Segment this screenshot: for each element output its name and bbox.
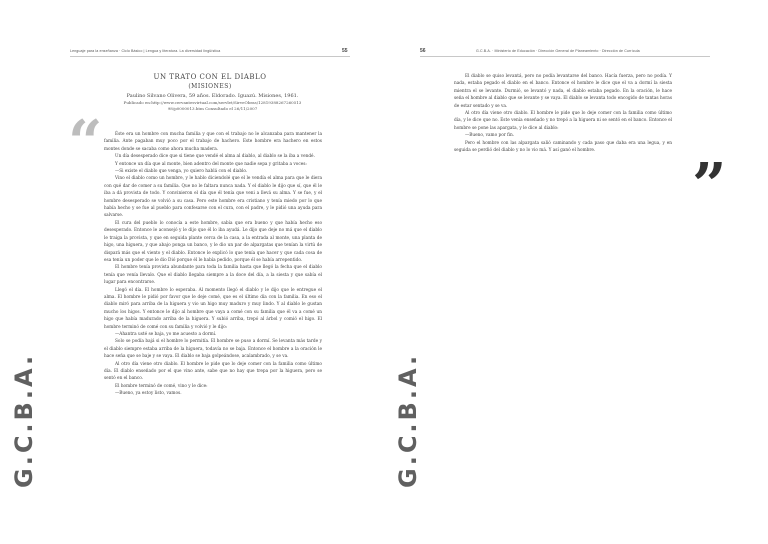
paragraph: Llegó el día. El hombre lo esperaba. Al momento llegó el diablo y le dijo que le entregue el alma. El hombre le pidió por favor que le deje comé, que es el último día con la familia. En eso el diablo miró para arriba de la higuera y vio un higo muy maduro y muy lindo. Y al diablo le gustan mucho los higos. Y entonce le dijo al hombre que vaya a comé con su familia que él va a comé un higo que había madurado arriba de la higuera. Y subió arriba, trepó al árbol y comió el higo. El hombre terminó de comé con su familia y volvió y le dijo:: [104, 287, 322, 330]
paragraph: Y entonce un día que al monte, bien adentro del monte que nadie sepa y gritaba a voces:: [115, 161, 307, 167]
story-body-left: [104, 131, 322, 398]
paragraph: Un día desesperado dice que si tiene que vendé el alma al diablo, al diablo se la iba a vendé.: [115, 154, 315, 160]
paragraph: Al otro día viene otro diablo. El hombre le pide que lo deje comer con la familia como último día, y le dice que no. Este venía enseñado y no trepó a la higuera ni se sentó en el banco. Entonce el hombre se pone las apargata, y le dice al diablo:: [454, 111, 672, 131]
paragraph: Al otro día viene otro diablo. El hombre le pide que lo deje comer con la familia como último día. El diablo enseñado por el que vino ante, sabe que no hay que trepa por la higuera, pero se sentó en el banco.: [104, 361, 322, 382]
paragraph: Solo se podía bajá si el hombre lo permitía. El hombre se puso a dormí. Se levanta más tarde y el diablo siempre estaba arriba de la higuera, todavía no se baja. Entonce el hombre a la oración le hace seña que se baje y se vaya. El diablo se baja golpeándose, acalambrado, y se va.: [104, 339, 322, 360]
paragraph: Pero el hombre con las alpargata salió caminando y cada paso que daba era una legua, y en seguida se perdió del diablo y no lo vio má. Y así ganó el hombre.: [454, 140, 672, 154]
paragraph: El cura del pueblo lo conocía a este hombre, sabía que era bueno y que había hecho eso desesperado. Entonce le aconsejó y le dijo que él lo iba ayudá. Le dijo que deje no má que el diablo le traiga la provista, y que en seguida plante cerca de la casa, a la entrada al monte, una planta de higo, una higuera, y que abajo ponga un banco, y le dio un par de alpargatas que tenían la virtú de dispará más que el viento y el diablo. Entonce le explicó lo que tenía que hacer y que cada cosa de esa tenía un poder que le dio Dió porque él le había pedido, porque él se había arrepentido.: [104, 220, 322, 263]
right-page: [384, 0, 768, 544]
gcba-side-mark: G.C.B.A.: [10, 352, 38, 488]
page-number: 56: [420, 48, 426, 54]
gcba-side-mark: G.C.B.A.: [394, 352, 422, 488]
story-body-right: [454, 73, 672, 154]
story-subtitle: (MISIONES): [188, 83, 232, 90]
header-divider: [420, 56, 710, 57]
source-citation: Publicado en:http://www.cervantesvirtual.com/servlet/SirveObras/12819388267260513 98/p0000013.htm Consultado el 26/11/2007: [123, 100, 302, 111]
story-title: UN TRATO CON EL DIABLO: [153, 73, 267, 81]
paragraph: —Bueno, ya estoy listo, vamos.: [115, 391, 182, 397]
open-quote-mark: “: [68, 108, 103, 178]
running-header: G.C.B.A. · Ministerio de Educación · Dirección General de Planeamiento · Dirección de Currícula: [476, 49, 640, 53]
paragraph: Vino el diablo como un hombre, y le hablo diciendolé que el le vendía el alma para que le diera con qué dar de comer a su familia. Que no le faltara nunca nada. Y el diablo le dijo que sí, que él le iba a dá provista de todo. Y convinieron el día que él tenía que veni a llevá su alma. Y se fue, y el hombre desesperado se volvió a su casa. Pero este hombre era cristiano y tenía miedo por lo que había hecho y se fue al pueblo para confesarse con el cura, con el padre, y le pidió una ayuda para salvarse.: [104, 176, 322, 219]
bibliography-line: Paulino Silvano Olivera, 59 años. Eldorado. Iguazú. Misiones, 1961.: [126, 93, 299, 99]
paragraph: —Ahantra usté se baja, yo me acuesto a dormí.: [115, 331, 217, 337]
paragraph: El hombre terminó de comé, vino y le dice:: [115, 383, 208, 389]
paragraph: —Si existe el diablo que venga, yo quiero hablá con el diablo.: [115, 169, 248, 175]
page-number: 55: [342, 48, 348, 54]
paragraph: El diablo se quiso levantá, pero no podía levantarse del banco. Hacía fuerza, pero no podía. Y nada, estaba pegado el diablo en el banco. Entonce el hombre le dice que el va a dormí la siesta mientra el se levante. Durmió, se levantó y nada, el diablo estaba pegado. En la oración, le hace seña el hombre al diablo que se levante y se vaya. El diablo se levanta todo encogido de tantas horas de estar sentado y se va.: [454, 74, 672, 109]
paragraph: —Bueno, vamo por fin.: [465, 133, 515, 139]
paragraph: El hombre tenía provista abundante para toda la familia hasta que llegó la fecha que el diablo tenía que venía llevalo. Que el diablo llegaba siempre a la doce del día, a la siesta y que sabía el lugar para encontrarse.: [104, 265, 322, 286]
header-divider: [70, 56, 350, 57]
paragraph: Éste era un hombre con mucha familia y que con el trabajo no le alcanzaba para mantener la familia. Ante pagaban muy poco por el trabajo de hachero. Este hombre era hachero en estos montes donde se sacaba como ahora mucha madera.: [104, 132, 322, 152]
close-quote-mark: ”: [692, 151, 727, 221]
running-header: Lenguaje para la enseñanza · Ciclo Básico | Lengua y literatura. La diversidad lingüística: [70, 49, 221, 53]
